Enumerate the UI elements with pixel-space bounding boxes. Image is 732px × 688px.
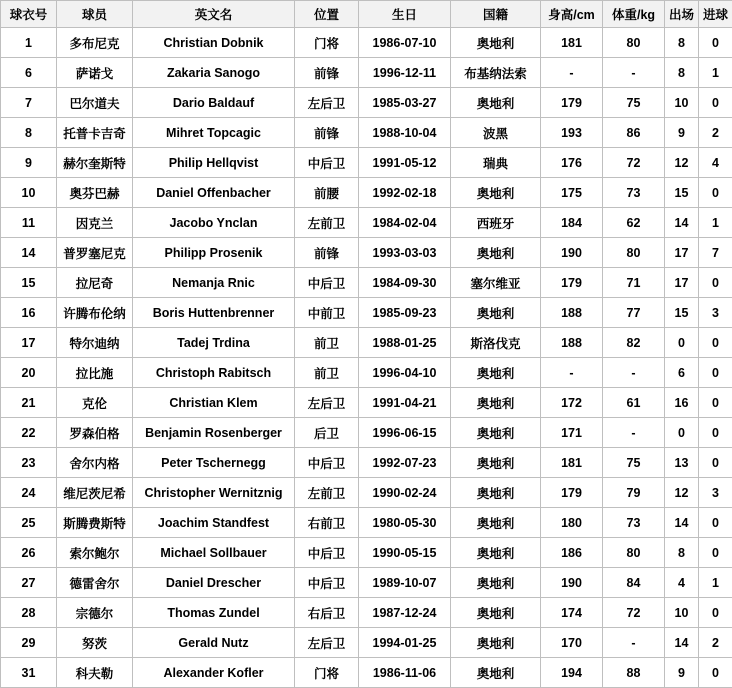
cell-birthday: 1994-01-25 — [359, 628, 451, 658]
column-header-birthday: 生日 — [359, 1, 451, 28]
cell-player-name: 奥芬巴赫 — [57, 178, 133, 208]
cell-player-name: 普罗塞尼克 — [57, 238, 133, 268]
cell-position: 前卫 — [295, 358, 359, 388]
cell-height: 170 — [541, 628, 603, 658]
cell-player-name: 多布尼克 — [57, 28, 133, 58]
cell-english-name: Daniel Drescher — [133, 568, 295, 598]
cell-number: 14 — [1, 238, 57, 268]
cell-birthday: 1996-04-10 — [359, 358, 451, 388]
cell-player-name: 索尔鲍尔 — [57, 538, 133, 568]
cell-appearances: 15 — [665, 298, 699, 328]
column-header-weight: 体重/kg — [603, 1, 665, 28]
table-row — [1, 238, 732, 268]
cell-goals: 3 — [699, 478, 732, 508]
cell-player-name: 努茨 — [57, 628, 133, 658]
table-row — [1, 628, 732, 658]
cell-english-name: Benjamin Rosenberger — [133, 418, 295, 448]
table-row — [1, 28, 732, 58]
cell-birthday: 1987-12-24 — [359, 598, 451, 628]
cell-height: 179 — [541, 478, 603, 508]
cell-birthday: 1988-01-25 — [359, 328, 451, 358]
cell-nationality: 瑞典 — [451, 148, 541, 178]
cell-number: 20 — [1, 358, 57, 388]
cell-number: 17 — [1, 328, 57, 358]
cell-weight: 75 — [603, 88, 665, 118]
cell-position: 中后卫 — [295, 148, 359, 178]
cell-english-name: Michael Sollbauer — [133, 538, 295, 568]
table-row — [1, 208, 732, 238]
cell-nationality: 布基纳法索 — [451, 58, 541, 88]
cell-weight: 80 — [603, 238, 665, 268]
cell-player-name: 许腾布伦纳 — [57, 298, 133, 328]
cell-player-name: 罗森伯格 — [57, 418, 133, 448]
cell-english-name: Daniel Offenbacher — [133, 178, 295, 208]
cell-player-name: 拉尼奇 — [57, 268, 133, 298]
cell-weight: 79 — [603, 478, 665, 508]
cell-height: 186 — [541, 538, 603, 568]
cell-player-name: 德雷舍尔 — [57, 568, 133, 598]
cell-english-name: Christoph Rabitsch — [133, 358, 295, 388]
cell-position: 左后卫 — [295, 88, 359, 118]
table-row — [1, 598, 732, 628]
cell-appearances: 12 — [665, 478, 699, 508]
cell-goals: 2 — [699, 628, 732, 658]
cell-number: 26 — [1, 538, 57, 568]
cell-player-name: 舍尔内格 — [57, 448, 133, 478]
cell-nationality: 奥地利 — [451, 178, 541, 208]
cell-number: 28 — [1, 598, 57, 628]
cell-height: - — [541, 358, 603, 388]
cell-appearances: 6 — [665, 358, 699, 388]
cell-english-name: Mihret Topcagic — [133, 118, 295, 148]
table-row — [1, 88, 732, 118]
cell-position: 门将 — [295, 658, 359, 688]
column-header-appearances: 出场 — [665, 1, 699, 28]
cell-number: 6 — [1, 58, 57, 88]
cell-number: 29 — [1, 628, 57, 658]
cell-height: 193 — [541, 118, 603, 148]
cell-number: 11 — [1, 208, 57, 238]
cell-weight: 77 — [603, 298, 665, 328]
cell-english-name: Alexander Kofler — [133, 658, 295, 688]
table-header — [1, 1, 732, 28]
cell-nationality: 奥地利 — [451, 418, 541, 448]
column-header-height: 身高/cm — [541, 1, 603, 28]
table-row — [1, 538, 732, 568]
cell-birthday: 1989-10-07 — [359, 568, 451, 598]
cell-birthday: 1984-02-04 — [359, 208, 451, 238]
cell-english-name: Jacobo Ynclan — [133, 208, 295, 238]
cell-height: 190 — [541, 568, 603, 598]
cell-appearances: 8 — [665, 58, 699, 88]
cell-goals: 0 — [699, 598, 732, 628]
cell-number: 7 — [1, 88, 57, 118]
cell-appearances: 14 — [665, 508, 699, 538]
cell-appearances: 13 — [665, 448, 699, 478]
cell-number: 21 — [1, 388, 57, 418]
cell-goals: 0 — [699, 178, 732, 208]
table-row — [1, 448, 732, 478]
cell-position: 前锋 — [295, 238, 359, 268]
table-row — [1, 418, 732, 448]
table-row — [1, 478, 732, 508]
table-row — [1, 568, 732, 598]
cell-goals: 0 — [699, 388, 732, 418]
cell-position: 左前卫 — [295, 478, 359, 508]
cell-nationality: 奥地利 — [451, 478, 541, 508]
cell-weight: - — [603, 418, 665, 448]
cell-height: 175 — [541, 178, 603, 208]
cell-nationality: 西班牙 — [451, 208, 541, 238]
cell-position: 左前卫 — [295, 208, 359, 238]
cell-height: 171 — [541, 418, 603, 448]
cell-player-name: 萨诺戈 — [57, 58, 133, 88]
column-header-position: 位置 — [295, 1, 359, 28]
cell-height: 184 — [541, 208, 603, 238]
cell-nationality: 奥地利 — [451, 658, 541, 688]
cell-goals: 4 — [699, 148, 732, 178]
cell-weight: 71 — [603, 268, 665, 298]
cell-player-name: 特尔迪纳 — [57, 328, 133, 358]
column-header-goals: 进球 — [699, 1, 732, 28]
cell-nationality: 奥地利 — [451, 628, 541, 658]
cell-birthday: 1993-03-03 — [359, 238, 451, 268]
cell-goals: 1 — [699, 208, 732, 238]
cell-english-name: Dario Baldauf — [133, 88, 295, 118]
cell-birthday: 1991-04-21 — [359, 388, 451, 418]
cell-height: 181 — [541, 28, 603, 58]
cell-nationality: 奥地利 — [451, 88, 541, 118]
cell-player-name: 托普卡吉奇 — [57, 118, 133, 148]
cell-position: 右后卫 — [295, 598, 359, 628]
cell-player-name: 维尼茨尼希 — [57, 478, 133, 508]
table-row — [1, 388, 732, 418]
cell-height: 179 — [541, 88, 603, 118]
cell-player-name: 因克兰 — [57, 208, 133, 238]
cell-number: 8 — [1, 118, 57, 148]
cell-english-name: Philipp Prosenik — [133, 238, 295, 268]
cell-goals: 3 — [699, 298, 732, 328]
cell-english-name: Gerald Nutz — [133, 628, 295, 658]
cell-birthday: 1986-07-10 — [359, 28, 451, 58]
cell-english-name: Boris Huttenbrenner — [133, 298, 295, 328]
cell-weight: 80 — [603, 538, 665, 568]
cell-position: 中前卫 — [295, 298, 359, 328]
cell-height: 176 — [541, 148, 603, 178]
cell-appearances: 17 — [665, 238, 699, 268]
cell-appearances: 10 — [665, 88, 699, 118]
cell-position: 中后卫 — [295, 568, 359, 598]
cell-appearances: 17 — [665, 268, 699, 298]
cell-nationality: 奥地利 — [451, 448, 541, 478]
table-row — [1, 268, 732, 298]
cell-goals: 0 — [699, 658, 732, 688]
header-row — [1, 1, 732, 28]
cell-english-name: Zakaria Sanogo — [133, 58, 295, 88]
cell-weight: 72 — [603, 598, 665, 628]
table-row — [1, 328, 732, 358]
cell-number: 27 — [1, 568, 57, 598]
cell-weight: 88 — [603, 658, 665, 688]
column-header-nationality: 国籍 — [451, 1, 541, 28]
cell-nationality: 奥地利 — [451, 238, 541, 268]
cell-appearances: 14 — [665, 628, 699, 658]
cell-nationality: 奥地利 — [451, 388, 541, 418]
cell-position: 前卫 — [295, 328, 359, 358]
cell-nationality: 斯洛伐克 — [451, 328, 541, 358]
cell-birthday: 1992-07-23 — [359, 448, 451, 478]
cell-number: 9 — [1, 148, 57, 178]
cell-birthday: 1980-05-30 — [359, 508, 451, 538]
cell-birthday: 1990-02-24 — [359, 478, 451, 508]
cell-goals: 2 — [699, 118, 732, 148]
table-row — [1, 508, 732, 538]
table-row — [1, 118, 732, 148]
cell-weight: 84 — [603, 568, 665, 598]
cell-appearances: 0 — [665, 418, 699, 448]
cell-position: 中后卫 — [295, 538, 359, 568]
cell-position: 前锋 — [295, 118, 359, 148]
cell-goals: 7 — [699, 238, 732, 268]
cell-position: 门将 — [295, 28, 359, 58]
cell-weight: 80 — [603, 28, 665, 58]
cell-goals: 0 — [699, 358, 732, 388]
cell-goals: 1 — [699, 568, 732, 598]
cell-nationality: 波黑 — [451, 118, 541, 148]
cell-english-name: Peter Tschernegg — [133, 448, 295, 478]
table-body — [1, 28, 732, 688]
cell-appearances: 12 — [665, 148, 699, 178]
cell-position: 右前卫 — [295, 508, 359, 538]
cell-player-name: 宗德尔 — [57, 598, 133, 628]
cell-appearances: 4 — [665, 568, 699, 598]
table-row — [1, 148, 732, 178]
table-row — [1, 358, 732, 388]
cell-nationality: 奥地利 — [451, 28, 541, 58]
cell-weight: - — [603, 358, 665, 388]
cell-birthday: 1988-10-04 — [359, 118, 451, 148]
cell-height: 181 — [541, 448, 603, 478]
cell-position: 后卫 — [295, 418, 359, 448]
cell-weight: 73 — [603, 178, 665, 208]
cell-weight: - — [603, 628, 665, 658]
cell-english-name: Christopher Wernitznig — [133, 478, 295, 508]
cell-position: 前锋 — [295, 58, 359, 88]
cell-height: 188 — [541, 298, 603, 328]
cell-number: 1 — [1, 28, 57, 58]
cell-birthday: 1992-02-18 — [359, 178, 451, 208]
cell-appearances: 10 — [665, 598, 699, 628]
cell-birthday: 1991-05-12 — [359, 148, 451, 178]
cell-weight: - — [603, 58, 665, 88]
cell-goals: 0 — [699, 448, 732, 478]
cell-player-name: 巴尔道夫 — [57, 88, 133, 118]
cell-number: 25 — [1, 508, 57, 538]
cell-birthday: 1990-05-15 — [359, 538, 451, 568]
cell-weight: 72 — [603, 148, 665, 178]
cell-position: 前腰 — [295, 178, 359, 208]
cell-position: 中后卫 — [295, 448, 359, 478]
cell-birthday: 1985-09-23 — [359, 298, 451, 328]
cell-goals: 0 — [699, 328, 732, 358]
table-row — [1, 178, 732, 208]
cell-nationality: 奥地利 — [451, 598, 541, 628]
cell-player-name: 斯腾费斯特 — [57, 508, 133, 538]
cell-height: 188 — [541, 328, 603, 358]
cell-goals: 0 — [699, 268, 732, 298]
cell-goals: 0 — [699, 28, 732, 58]
cell-player-name: 赫尔奎斯特 — [57, 148, 133, 178]
cell-english-name: Philip Hellqvist — [133, 148, 295, 178]
cell-english-name: Tadej Trdina — [133, 328, 295, 358]
cell-number: 16 — [1, 298, 57, 328]
cell-appearances: 14 — [665, 208, 699, 238]
cell-appearances: 8 — [665, 28, 699, 58]
cell-height: 180 — [541, 508, 603, 538]
cell-height: - — [541, 58, 603, 88]
cell-english-name: Christian Klem — [133, 388, 295, 418]
cell-position: 左后卫 — [295, 628, 359, 658]
cell-height: 194 — [541, 658, 603, 688]
cell-nationality: 奥地利 — [451, 568, 541, 598]
cell-weight: 73 — [603, 508, 665, 538]
cell-goals: 0 — [699, 538, 732, 568]
cell-player-name: 克伦 — [57, 388, 133, 418]
cell-position: 中后卫 — [295, 268, 359, 298]
cell-player-name: 科夫勒 — [57, 658, 133, 688]
cell-weight: 86 — [603, 118, 665, 148]
cell-birthday: 1986-11-06 — [359, 658, 451, 688]
cell-appearances: 16 — [665, 388, 699, 418]
cell-height: 174 — [541, 598, 603, 628]
cell-appearances: 8 — [665, 538, 699, 568]
cell-weight: 62 — [603, 208, 665, 238]
cell-english-name: Joachim Standfest — [133, 508, 295, 538]
cell-weight: 75 — [603, 448, 665, 478]
cell-position: 左后卫 — [295, 388, 359, 418]
cell-number: 31 — [1, 658, 57, 688]
cell-nationality: 奥地利 — [451, 358, 541, 388]
cell-english-name: Nemanja Rnic — [133, 268, 295, 298]
cell-weight: 82 — [603, 328, 665, 358]
cell-nationality: 奥地利 — [451, 508, 541, 538]
cell-english-name: Thomas Zundel — [133, 598, 295, 628]
cell-number: 22 — [1, 418, 57, 448]
cell-nationality: 奥地利 — [451, 538, 541, 568]
cell-appearances: 0 — [665, 328, 699, 358]
cell-number: 15 — [1, 268, 57, 298]
column-header-english-name: 英文名 — [133, 1, 295, 28]
cell-birthday: 1996-06-15 — [359, 418, 451, 448]
cell-nationality: 奥地利 — [451, 298, 541, 328]
cell-height: 190 — [541, 238, 603, 268]
cell-height: 179 — [541, 268, 603, 298]
cell-goals: 1 — [699, 58, 732, 88]
cell-appearances: 9 — [665, 118, 699, 148]
column-header-player: 球员 — [57, 1, 133, 28]
cell-weight: 61 — [603, 388, 665, 418]
table-row — [1, 58, 732, 88]
cell-number: 23 — [1, 448, 57, 478]
cell-goals: 0 — [699, 508, 732, 538]
cell-nationality: 塞尔维亚 — [451, 268, 541, 298]
table-row — [1, 298, 732, 328]
table-row — [1, 658, 732, 688]
cell-height: 172 — [541, 388, 603, 418]
cell-english-name: Christian Dobnik — [133, 28, 295, 58]
cell-birthday: 1984-09-30 — [359, 268, 451, 298]
cell-appearances: 15 — [665, 178, 699, 208]
cell-goals: 0 — [699, 88, 732, 118]
cell-player-name: 拉比施 — [57, 358, 133, 388]
cell-number: 24 — [1, 478, 57, 508]
cell-goals: 0 — [699, 418, 732, 448]
column-header-number: 球衣号 — [1, 1, 57, 28]
cell-number: 10 — [1, 178, 57, 208]
cell-appearances: 9 — [665, 658, 699, 688]
cell-birthday: 1996-12-11 — [359, 58, 451, 88]
cell-birthday: 1985-03-27 — [359, 88, 451, 118]
